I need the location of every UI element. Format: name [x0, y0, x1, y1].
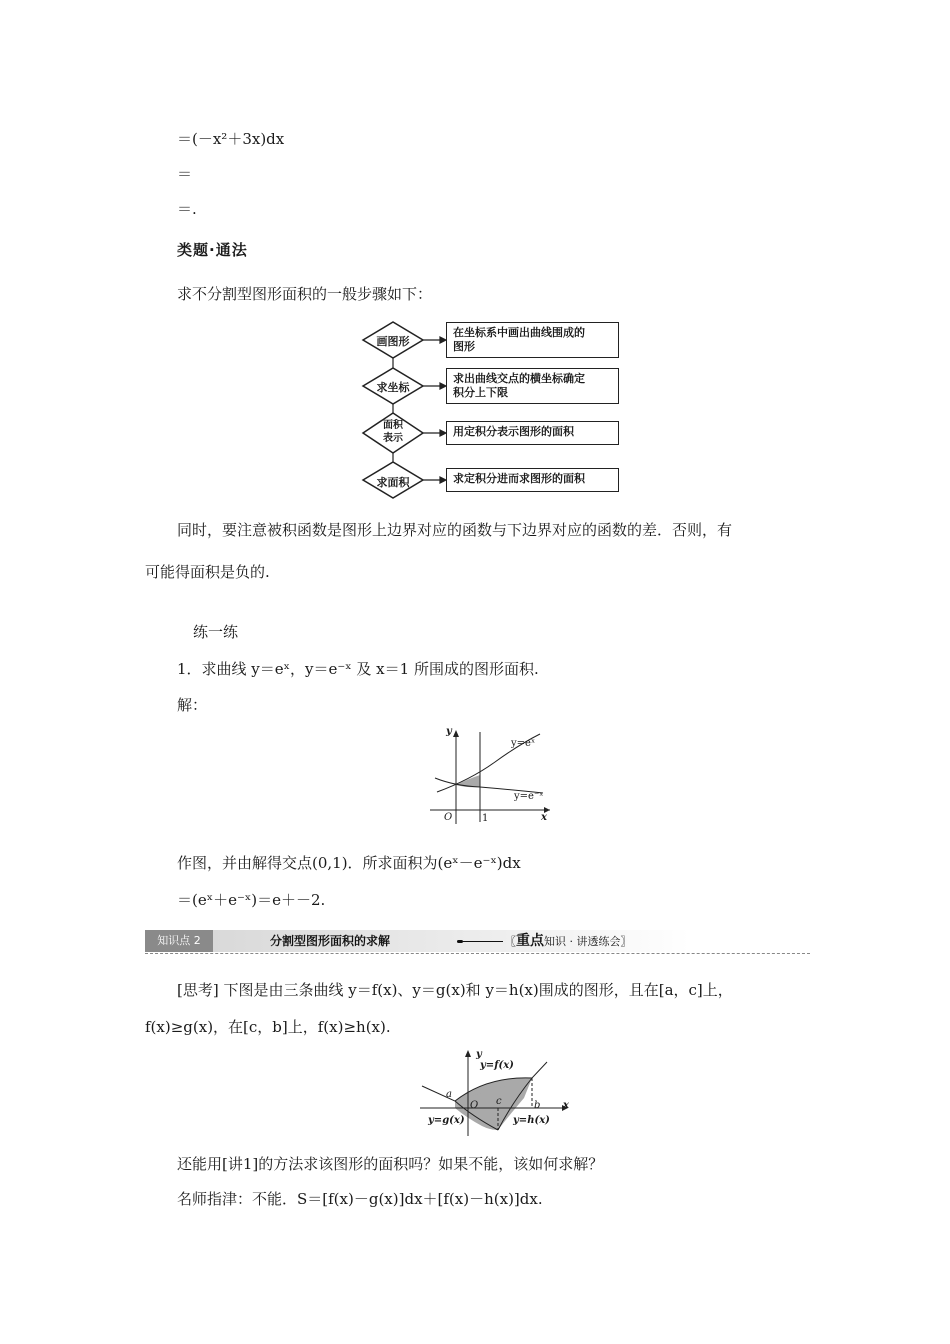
flow-step-3-desc-line1: 用定积分表示图形的面积: [453, 425, 574, 438]
solution-label: 解：: [177, 696, 208, 714]
graph1-curve1-label: y=eˣ: [511, 738, 536, 749]
graph2-g-label: y=g(x): [428, 1115, 465, 1126]
flow-step-1-label: 画图形: [376, 335, 410, 348]
graph2-c: c: [496, 1096, 502, 1107]
banner-title: 分割型图形面积的求解: [270, 934, 391, 948]
think-question: 还能用[讲1]的方法求该图形的面积吗？如果不能，该如何求解？: [177, 1155, 604, 1173]
graph2-x-label: x: [563, 1100, 569, 1111]
flow-step-4-desc: [446, 468, 619, 492]
banner-rule: [463, 941, 503, 942]
note-line-1: 同时，要注意被积函数是图形上边界对应的函数与下边界对应的函数的差．否则，有: [177, 521, 733, 539]
flow-step-2-desc: [446, 368, 619, 404]
note-line-2: 可能得面积是负的.: [145, 563, 270, 581]
flow-step-3-label-line1: 面积: [383, 420, 403, 431]
banner-right-rest: 知识 · 讲透练会: [544, 935, 621, 948]
graph2-f-label: y=f(x): [480, 1060, 514, 1071]
answer-line-1: 作图，并由解得交点(0,1)．所求面积为(eˣ－e⁻ˣ)dx: [177, 854, 521, 872]
graph2-y-label: y: [476, 1049, 482, 1060]
graph1-x-label: x: [541, 812, 547, 823]
think-line-2: f(x)≥g(x)，在[c，b]上，f(x)≥h(x).: [145, 1018, 391, 1036]
flow-step-2-label: 求坐标: [376, 381, 410, 394]
flow-step-3-label: [363, 419, 423, 445]
shaded-region: [456, 775, 480, 787]
banner-right: 〖重点知识 · 讲透练会〗: [505, 933, 632, 949]
graph1-origin: O: [444, 812, 453, 823]
practice-problem: 1．求曲线 y＝eˣ，y＝e⁻ˣ 及 x＝1 所围成的图形面积.: [177, 660, 539, 678]
banner-tag: 知识点 2: [145, 930, 213, 952]
graph2-origin: O: [470, 1100, 479, 1111]
flow-step-3-desc: [446, 421, 619, 445]
flow-step-1-desc: [446, 322, 619, 358]
flow-step-1-desc-line2: 图形: [453, 340, 475, 353]
flow-step-3-label-line2: 表示: [383, 433, 403, 444]
flow-step-2-desc-line1: 求出曲线交点的横坐标确定: [453, 372, 585, 385]
section-heading: 类题·通法: [177, 241, 248, 259]
graph1-tick-1: 1: [482, 813, 489, 824]
flow-step-4-desc-line1: 求定积分进而求图形的面积: [453, 472, 585, 485]
graph2-h-label: y=h(x): [513, 1115, 550, 1126]
think-line-1: [思考] 下图是由三条曲线 y＝f(x)、y＝g(x)和 y＝h(x)围成的图形，且在[a，c]上，: [177, 981, 733, 999]
graph2-a: a: [446, 1089, 452, 1100]
graph1-curve2-label: y=e⁻ˣ: [514, 791, 544, 802]
graph2-b: b: [534, 1100, 541, 1111]
practice-heading: 练一练: [193, 623, 239, 641]
section-intro: 求不分割型图形面积的一般步骤如下：: [177, 285, 433, 303]
flow-step-2-desc-line2: 积分上下限: [453, 386, 508, 399]
graph1-y-label: y: [446, 726, 452, 737]
equation-line-1: ＝(－x²＋3x)dx: [177, 130, 285, 148]
flow-step-1-desc-line1: 在坐标系中画出曲线围成的: [453, 326, 585, 339]
banner-right-bold: 重点: [516, 933, 544, 949]
section-banner: [145, 930, 690, 952]
equation-line-2: ＝: [177, 165, 193, 183]
think-answer: 名师指津：不能．S＝[f(x)－g(x)]dx＋[f(x)－h(x)]dx.: [177, 1190, 543, 1208]
equation-line-3: ＝.: [177, 200, 197, 218]
answer-line-2: ＝(eˣ＋e⁻ˣ)＝e＋－2.: [177, 891, 326, 909]
banner-divider: [145, 953, 810, 954]
flow-step-4-label: 求面积: [376, 476, 410, 489]
